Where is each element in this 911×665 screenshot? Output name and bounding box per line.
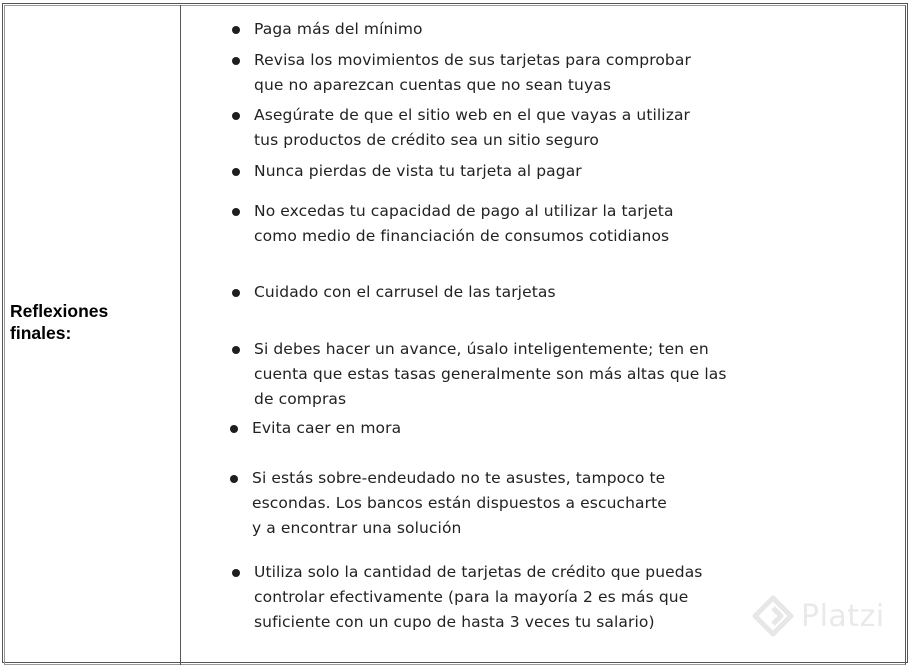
- list-item-text: Evita caer en mora: [252, 419, 402, 437]
- bullet-icon: [230, 475, 238, 483]
- list-item: [254, 280, 556, 305]
- row-label-text: Reflexiones finales:: [10, 301, 109, 343]
- list-item: [254, 103, 690, 153]
- bullet-icon: [232, 26, 240, 34]
- list-item-text: Paga más del mínimo: [254, 20, 423, 38]
- bullet-icon: [232, 168, 240, 176]
- bullet-icon: [232, 57, 240, 65]
- list-item: [254, 199, 674, 249]
- list-item-text: Revisa los movimientos de sus tarjetas para comprobar que no aparezcan cuentas que no sean tuyas: [254, 51, 691, 94]
- content-cell: [182, 6, 908, 651]
- list-item-text: Utiliza solo la cantidad de tarjetas de crédito que puedas controlar efectivamente (para la mayoría 2 es más que suficiente con un cupo de hasta 3 veces tu salario): [254, 563, 703, 631]
- list-item-text: No excedas tu capacidad de pago al utilizar la tarjeta como medio de financiación de consumos cotidianos: [254, 202, 674, 245]
- watermark-brand-text: Platzi: [801, 598, 885, 634]
- list-item-text: Nunca pierdas de vista tu tarjeta al pagar: [254, 162, 582, 180]
- list-item: [254, 337, 727, 412]
- list-item: [254, 560, 702, 635]
- list-item: [254, 48, 691, 98]
- list-item-text: Si estás sobre-endeudado no te asustes, tampoco te escondas. Los bancos están dispuestos a escucharte y a encontrar una solución: [252, 469, 667, 537]
- bullet-icon: [232, 289, 240, 297]
- list-item: [254, 159, 582, 184]
- list-item-text: Si debes hacer un avance, úsalo inteligentemente; ten en cuenta que estas tasas generalmente son más altas que las de compras: [254, 340, 727, 408]
- column-divider: [180, 5, 181, 665]
- list-item: [252, 416, 401, 441]
- bullet-icon: [232, 346, 240, 354]
- bullet-icon: [232, 569, 240, 577]
- tips-list: [182, 6, 908, 651]
- list-item: [252, 466, 667, 541]
- bullet-icon: [230, 425, 238, 433]
- list-item-text: Cuidado con el carrusel de las tarjetas: [254, 283, 556, 301]
- list-item-text: Asegúrate de que el sitio web en el que vayas a utilizar tus productos de crédito sea un sitio seguro: [254, 106, 691, 149]
- bullet-icon: [232, 208, 240, 216]
- platzi-logo-icon: [751, 594, 795, 638]
- platzi-watermark: [751, 591, 885, 641]
- bullet-icon: [232, 112, 240, 120]
- list-item: [254, 17, 423, 42]
- row-label: [10, 300, 170, 344]
